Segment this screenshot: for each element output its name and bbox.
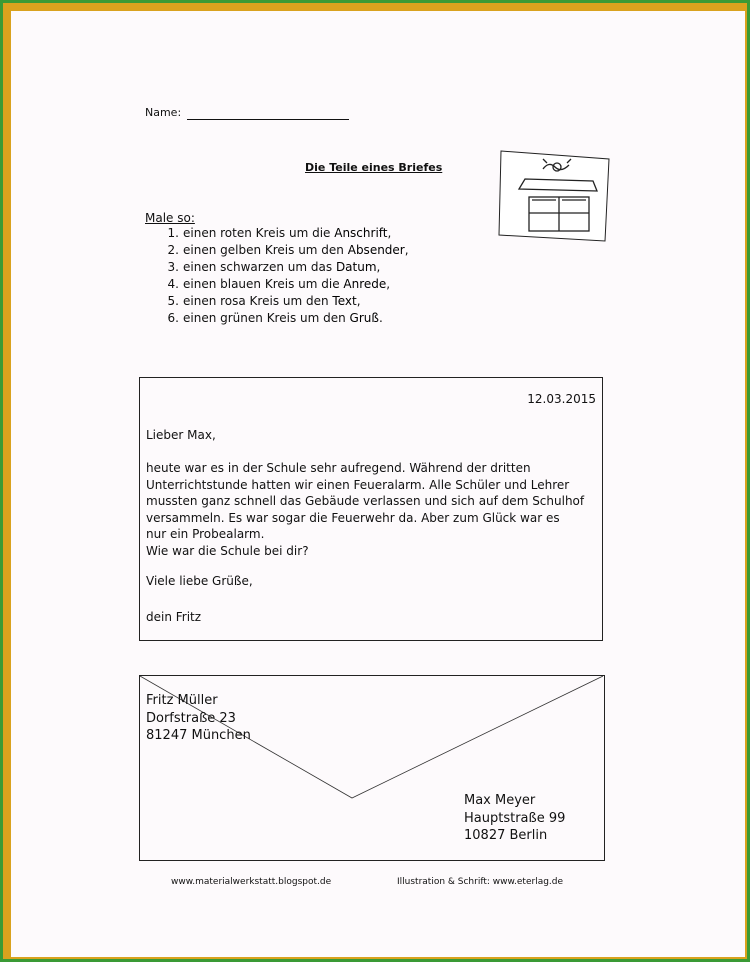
instructions-heading: Male so: [145,211,195,225]
item-text: einen rosa Kreis um den [183,294,333,308]
envelope-sender [146,692,251,745]
instructions-list [161,225,409,327]
item-number: 5. [167,294,179,308]
item-number: 3. [167,260,179,274]
item-keyword: Absender [347,243,405,257]
item-punct: , [387,226,392,240]
item-text: einen roten Kreis um die [183,226,335,240]
list-item [161,310,409,327]
list-item [161,276,409,293]
worksheet-page [11,11,745,957]
item-punct: , [386,277,391,291]
footer-source-left: www.materialwerkstatt.blogspot.de [171,877,332,887]
item-keyword: Anrede [343,277,387,291]
item-punct: , [376,260,381,274]
item-number: 4. [167,277,179,291]
sender-name: Fritz Müller [146,693,218,708]
recipient-name: Max Meyer [464,793,536,808]
letter-body-line: nur ein Probealarm. [146,527,265,541]
item-number: 2. [167,243,179,257]
list-item [161,242,409,259]
recipient-street: Hauptstraße 99 [464,810,566,826]
letter-body-line: versammeln. Es war sogar die Feuerwehr da. Aber zum Glück war es [146,510,560,525]
recipient-city: 10827 Berlin [464,828,548,843]
item-keyword: Datum [335,260,377,274]
letter-salutation: Lieber Max, [146,428,216,442]
name-write-line [187,119,349,120]
item-punct: , [356,294,361,308]
letter-body [146,460,596,559]
letter-body-line: mussten ganz schnell das Gebäude verlassen und sich auf dem Schulhof [146,494,585,508]
item-text: einen gelben Kreis um den [183,243,348,257]
postbox-stamp-icon [497,149,611,243]
item-keyword: Text [332,294,357,308]
item-number: 6. [167,311,179,325]
item-punct: . [378,311,383,325]
item-punct: , [404,243,409,257]
sender-city: 81247 München [146,728,251,743]
letter-closing: Viele liebe Grüße, [146,574,253,588]
footer-source-right: Illustration & Schrift: www.eterlag.de [397,877,564,887]
item-text: einen blauen Kreis um die [183,277,344,291]
envelope-recipient [464,792,565,845]
envelope-box [139,675,605,861]
item-keyword: Gruß [349,311,379,325]
item-text: einen grünen Kreis um den [183,311,350,325]
item-text: einen schwarzen um das [183,260,336,274]
sender-street: Dorfstraße 23 [146,710,236,726]
item-keyword: Anschrift [334,226,388,240]
worksheet-title: Die Teile eines Briefes [305,161,443,174]
letter-body-line: Unterrichtstunde hatten wir einen Feueralarm. Alle Schüler und Lehrer [146,477,570,492]
letter-body-line: heute war es in der Schule sehr aufregend. Während der dritten [146,461,531,475]
letter-signature: dein Fritz [146,610,202,624]
letter-box [139,377,603,641]
letter-date: 12.03.2015 [527,392,596,406]
letter-body-line: Wie war die Schule bei dir? [146,543,309,558]
list-item [161,259,409,276]
list-item [161,225,409,242]
list-item [161,293,409,310]
item-number: 1. [167,226,179,240]
name-label: Name: [145,106,182,119]
